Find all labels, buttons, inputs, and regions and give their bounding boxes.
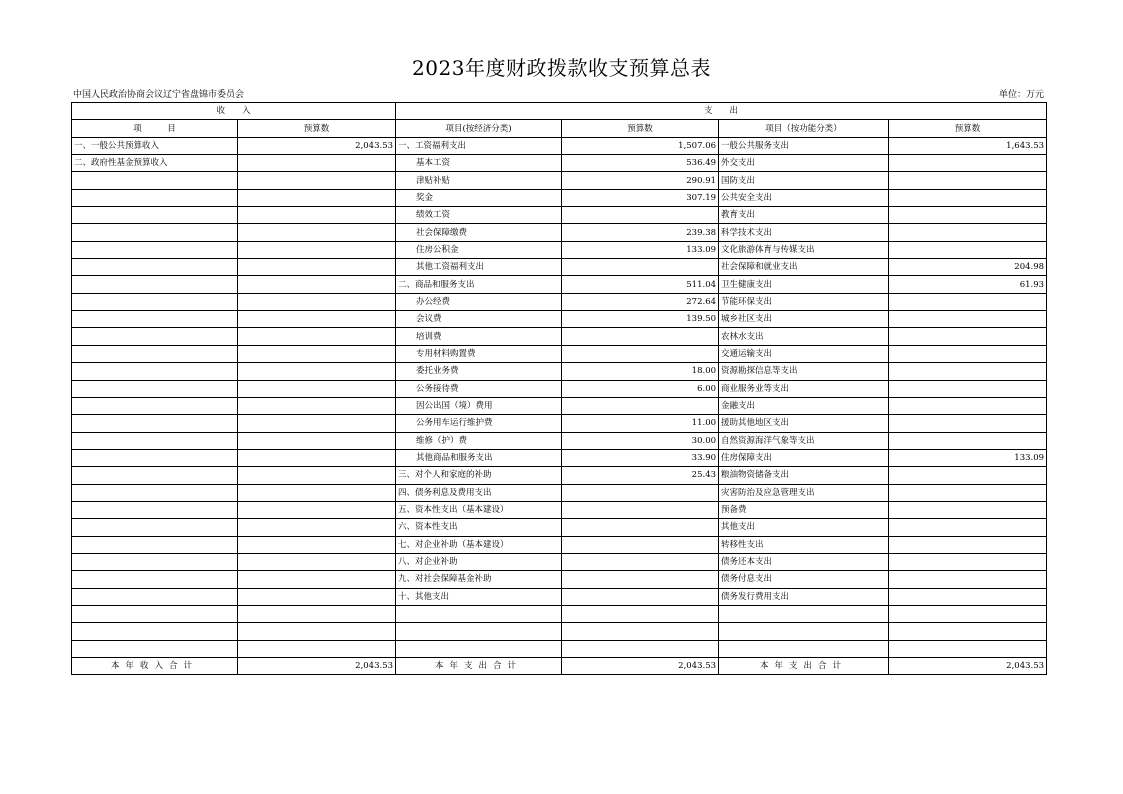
econ-budget-cell: 239.38	[562, 224, 719, 241]
func-item-cell: 农林水支出	[719, 328, 889, 345]
func-budget-cell	[889, 536, 1047, 553]
income-item-cell	[72, 449, 238, 466]
func-budget-cell	[889, 293, 1047, 310]
income-item-cell	[72, 501, 238, 518]
econ-item-cell: 七、对企业补助（基本建设）	[396, 536, 562, 553]
income-budget-cell	[238, 432, 396, 449]
func-budget-cell	[889, 588, 1047, 605]
func-budget-cell: 133.09	[889, 449, 1047, 466]
econ-budget-cell	[562, 397, 719, 414]
func-budget-cell	[889, 553, 1047, 570]
table-row	[72, 207, 1047, 224]
income-item-cell	[72, 571, 238, 588]
econ-item-cell: 一、工资福利支出	[396, 137, 562, 154]
func-item-cell: 教育支出	[719, 207, 889, 224]
income-budget-cell	[238, 328, 396, 345]
func-item-cell: 其他支出	[719, 519, 889, 536]
income-budget-cell	[238, 172, 396, 189]
table-row	[72, 311, 1047, 328]
income-item-cell	[72, 311, 238, 328]
func-item-cell: 国防支出	[719, 172, 889, 189]
table-row	[72, 155, 1047, 172]
func-item-cell: 商业服务业等支出	[719, 380, 889, 397]
econ-budget-cell	[562, 501, 719, 518]
func-item-cell: 节能环保支出	[719, 293, 889, 310]
econ-item-cell: 社会保障缴费	[396, 224, 562, 241]
func-budget-cell	[889, 328, 1047, 345]
func-item-cell: 金融支出	[719, 397, 889, 414]
table-row	[72, 363, 1047, 380]
table-row	[72, 224, 1047, 241]
budget-table	[71, 102, 1047, 675]
income-item-cell	[72, 553, 238, 570]
income-budget-cell	[238, 293, 396, 310]
income-item-cell	[72, 640, 238, 657]
func-item-cell: 粮油物资储备支出	[719, 467, 889, 484]
col-header-item: 项 目	[72, 120, 238, 137]
total-econ-label: 本年支出合计	[396, 658, 562, 675]
income-item-cell	[72, 519, 238, 536]
econ-budget-cell	[562, 328, 719, 345]
header-row-columns	[72, 120, 1047, 137]
func-budget-cell	[889, 311, 1047, 328]
econ-budget-cell	[562, 623, 719, 640]
header-row-top	[72, 103, 1047, 120]
func-budget-cell	[889, 501, 1047, 518]
func-item-cell: 公共安全支出	[719, 189, 889, 206]
econ-budget-cell	[562, 519, 719, 536]
income-budget-cell	[238, 449, 396, 466]
func-budget-cell	[889, 363, 1047, 380]
econ-item-cell: 四、债务利息及费用支出	[396, 484, 562, 501]
income-budget-cell	[238, 415, 396, 432]
income-budget-cell	[238, 207, 396, 224]
total-income-value: 2,043.53	[238, 658, 396, 675]
econ-budget-cell: 30.00	[562, 432, 719, 449]
income-item-cell	[72, 415, 238, 432]
income-item-cell: 二、政府性基金预算收入	[72, 155, 238, 172]
econ-item-cell: 委托业务费	[396, 363, 562, 380]
func-budget-cell	[889, 241, 1047, 258]
table-row	[72, 605, 1047, 622]
table-row	[72, 588, 1047, 605]
table-row	[72, 501, 1047, 518]
econ-budget-cell: 272.64	[562, 293, 719, 310]
table-row	[72, 484, 1047, 501]
income-budget-cell	[238, 380, 396, 397]
col-header-budget3: 预算数	[889, 120, 1047, 137]
econ-budget-cell: 139.50	[562, 311, 719, 328]
func-item-cell: 债务还本支出	[719, 553, 889, 570]
col-header-budget2: 预算数	[562, 120, 719, 137]
total-income-label: 本年收入合计	[72, 658, 238, 675]
func-budget-cell	[889, 640, 1047, 657]
econ-item-cell: 因公出国（境）费用	[396, 397, 562, 414]
func-item-cell: 预备费	[719, 501, 889, 518]
econ-budget-cell: 25.43	[562, 467, 719, 484]
econ-budget-cell	[562, 605, 719, 622]
income-budget-cell	[238, 224, 396, 241]
econ-item-cell: 公务用车运行维护费	[396, 415, 562, 432]
func-item-cell: 资源勘探信息等支出	[719, 363, 889, 380]
income-budget-cell	[238, 501, 396, 518]
econ-item-cell: 会议费	[396, 311, 562, 328]
func-item-cell	[719, 605, 889, 622]
func-budget-cell	[889, 415, 1047, 432]
income-item-cell	[72, 276, 238, 293]
income-item-cell	[72, 397, 238, 414]
income-item-cell	[72, 172, 238, 189]
econ-item-cell: 基本工资	[396, 155, 562, 172]
econ-item-cell: 奖金	[396, 189, 562, 206]
income-budget-cell	[238, 345, 396, 362]
func-item-cell: 科学技术支出	[719, 224, 889, 241]
func-budget-cell	[889, 345, 1047, 362]
func-budget-cell: 61.93	[889, 276, 1047, 293]
income-item-cell	[72, 241, 238, 258]
func-budget-cell	[889, 571, 1047, 588]
func-budget-cell	[889, 623, 1047, 640]
func-item-cell: 一般公共服务支出	[719, 137, 889, 154]
func-item-cell: 援助其他地区支出	[719, 415, 889, 432]
table-row	[72, 189, 1047, 206]
econ-budget-cell: 6.00	[562, 380, 719, 397]
income-budget-cell	[238, 311, 396, 328]
unit-label: 单位：万元	[998, 90, 1044, 100]
func-item-cell: 债务发行费用支出	[719, 588, 889, 605]
income-budget-cell	[238, 155, 396, 172]
func-budget-cell	[889, 397, 1047, 414]
income-item-cell	[72, 380, 238, 397]
income-item-cell	[72, 484, 238, 501]
table-row	[72, 536, 1047, 553]
econ-budget-cell	[562, 259, 719, 276]
income-budget-cell	[238, 397, 396, 414]
totals-row	[72, 658, 1047, 675]
econ-item-cell	[396, 640, 562, 657]
income-budget-cell: 2,043.53	[238, 137, 396, 154]
income-item-cell	[72, 345, 238, 362]
econ-budget-cell	[562, 207, 719, 224]
table-row	[72, 571, 1047, 588]
total-econ-value: 2,043.53	[562, 658, 719, 675]
table-row	[72, 432, 1047, 449]
income-budget-cell	[238, 640, 396, 657]
econ-item-cell	[396, 605, 562, 622]
total-func-label: 本年支出合计	[719, 658, 889, 675]
income-budget-cell	[238, 276, 396, 293]
income-budget-cell	[238, 467, 396, 484]
func-budget-cell	[889, 189, 1047, 206]
organization-name: 中国人民政治协商会议辽宁省盘锦市委员会	[73, 90, 245, 100]
econ-item-cell: 办公经费	[396, 293, 562, 310]
income-budget-cell	[238, 519, 396, 536]
income-budget-cell	[238, 536, 396, 553]
table-row	[72, 172, 1047, 189]
econ-item-cell: 九、对社会保障基金补助	[396, 571, 562, 588]
func-budget-cell: 204.98	[889, 259, 1047, 276]
func-budget-cell	[889, 605, 1047, 622]
func-item-cell: 交通运输支出	[719, 345, 889, 362]
income-budget-cell	[238, 259, 396, 276]
econ-budget-cell: 290.91	[562, 172, 719, 189]
income-item-cell	[72, 623, 238, 640]
table-row	[72, 449, 1047, 466]
income-item-cell	[72, 259, 238, 276]
econ-item-cell	[396, 623, 562, 640]
expense-header: 支 出	[396, 103, 1047, 120]
func-item-cell: 卫生健康支出	[719, 276, 889, 293]
table-row	[72, 293, 1047, 310]
func-item-cell: 住房保障支出	[719, 449, 889, 466]
econ-item-cell: 其他商品和服务支出	[396, 449, 562, 466]
table-row	[72, 241, 1047, 258]
econ-budget-cell: 307.19	[562, 189, 719, 206]
table-row	[72, 328, 1047, 345]
table-row	[72, 553, 1047, 570]
econ-budget-cell: 536.49	[562, 155, 719, 172]
income-budget-cell	[238, 623, 396, 640]
income-header: 收 入	[72, 103, 396, 120]
func-item-cell: 灾害防治及应急管理支出	[719, 484, 889, 501]
econ-item-cell: 其他工资福利支出	[396, 259, 562, 276]
func-budget-cell	[889, 467, 1047, 484]
table-row	[72, 467, 1047, 484]
econ-item-cell: 六、资本性支出	[396, 519, 562, 536]
func-budget-cell	[889, 380, 1047, 397]
econ-budget-cell	[562, 571, 719, 588]
income-item-cell	[72, 189, 238, 206]
econ-item-cell: 住房公积金	[396, 241, 562, 258]
econ-item-cell: 八、对企业补助	[396, 553, 562, 570]
income-item-cell	[72, 432, 238, 449]
func-budget-cell	[889, 519, 1047, 536]
income-budget-cell	[238, 588, 396, 605]
income-item-cell	[72, 207, 238, 224]
table-body	[72, 137, 1047, 657]
func-budget-cell	[889, 207, 1047, 224]
econ-item-cell: 十、其他支出	[396, 588, 562, 605]
func-item-cell: 社会保障和就业支出	[719, 259, 889, 276]
func-budget-cell: 1,643.53	[889, 137, 1047, 154]
econ-budget-cell: 1,507.06	[562, 137, 719, 154]
income-budget-cell	[238, 571, 396, 588]
econ-budget-cell	[562, 345, 719, 362]
econ-budget-cell	[562, 553, 719, 570]
income-budget-cell	[238, 484, 396, 501]
func-item-cell: 文化旅游体育与传媒支出	[719, 241, 889, 258]
func-item-cell: 转移性支出	[719, 536, 889, 553]
func-budget-cell	[889, 224, 1047, 241]
table-row	[72, 397, 1047, 414]
econ-item-cell: 二、商品和服务支出	[396, 276, 562, 293]
func-budget-cell	[889, 172, 1047, 189]
econ-budget-cell	[562, 536, 719, 553]
income-item-cell	[72, 363, 238, 380]
income-item-cell	[72, 293, 238, 310]
income-item-cell	[72, 224, 238, 241]
table-row	[72, 137, 1047, 154]
econ-item-cell: 五、资本性支出（基本建设）	[396, 501, 562, 518]
income-budget-cell	[238, 241, 396, 258]
income-item-cell: 一、一般公共预算收入	[72, 137, 238, 154]
income-item-cell	[72, 328, 238, 345]
econ-item-cell: 维修（护）费	[396, 432, 562, 449]
econ-item-cell: 津贴补贴	[396, 172, 562, 189]
table-row	[72, 276, 1047, 293]
econ-item-cell: 公务接待费	[396, 380, 562, 397]
table-row	[72, 380, 1047, 397]
income-item-cell	[72, 536, 238, 553]
col-header-econ: 项目(按经济分类)	[396, 120, 562, 137]
func-item-cell: 城乡社区支出	[719, 311, 889, 328]
func-item-cell	[719, 623, 889, 640]
econ-item-cell: 三、对个人和家庭的补助	[396, 467, 562, 484]
econ-budget-cell	[562, 588, 719, 605]
econ-budget-cell: 133.09	[562, 241, 719, 258]
func-budget-cell	[889, 432, 1047, 449]
income-budget-cell	[238, 363, 396, 380]
econ-budget-cell: 18.00	[562, 363, 719, 380]
econ-budget-cell: 11.00	[562, 415, 719, 432]
func-item-cell	[719, 640, 889, 657]
func-item-cell: 债务付息支出	[719, 571, 889, 588]
income-item-cell	[72, 588, 238, 605]
income-budget-cell	[238, 605, 396, 622]
table-row	[72, 519, 1047, 536]
income-budget-cell	[238, 553, 396, 570]
econ-budget-cell	[562, 484, 719, 501]
income-budget-cell	[238, 189, 396, 206]
page-title: 2023年度财政拨款收支预算总表	[412, 56, 711, 80]
table-row	[72, 415, 1047, 432]
col-header-func: 项目（按功能分类）	[719, 120, 889, 137]
econ-item-cell: 专用材料购置费	[396, 345, 562, 362]
func-item-cell: 外交支出	[719, 155, 889, 172]
econ-budget-cell	[562, 640, 719, 657]
func-budget-cell	[889, 484, 1047, 501]
econ-item-cell: 绩效工资	[396, 207, 562, 224]
econ-item-cell: 培训费	[396, 328, 562, 345]
table-row	[72, 640, 1047, 657]
income-item-cell	[72, 467, 238, 484]
total-func-value: 2,043.53	[889, 658, 1047, 675]
econ-budget-cell: 33.90	[562, 449, 719, 466]
func-budget-cell	[889, 155, 1047, 172]
func-item-cell: 自然资源海洋气象等支出	[719, 432, 889, 449]
table-row	[72, 345, 1047, 362]
income-item-cell	[72, 605, 238, 622]
col-header-budget: 预算数	[238, 120, 396, 137]
table-row	[72, 259, 1047, 276]
econ-budget-cell: 511.04	[562, 276, 719, 293]
table-row	[72, 623, 1047, 640]
